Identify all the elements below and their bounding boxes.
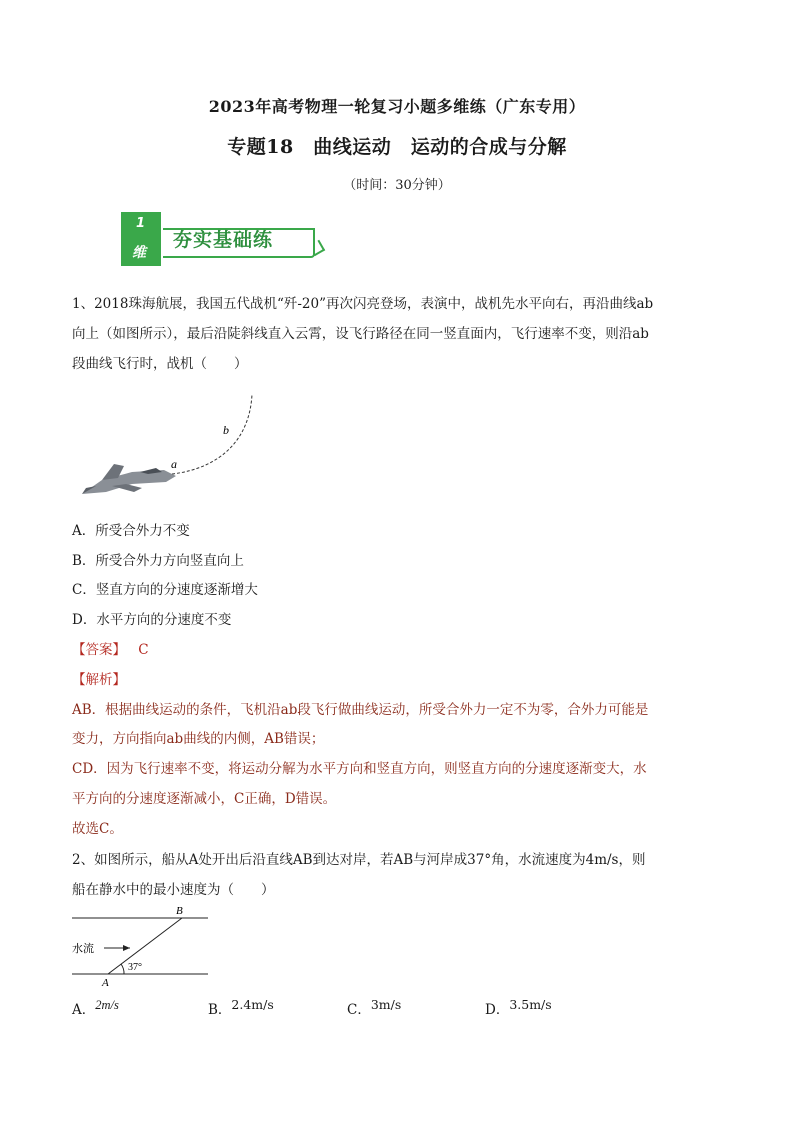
q1-option-c: C．竖直方向的分速度逐渐增大 [72,582,258,598]
flight-path-curve [172,394,252,474]
topic-title: 专题18 曲线运动 运动的合成与分解 [227,136,567,158]
option-value: 2.4m/s [231,997,274,1012]
q2-line-2: 船在静水中的最小速度为（ ） [72,882,275,898]
option-letter: B． [208,1002,232,1018]
q2-line-1: 2、如图所示，船从A处开出后沿直线AB到达对岸，若AB与河岸成37°角，水流速度为4m/s，则 [72,852,646,868]
option-letter: C． [347,1002,371,1018]
badge-number-block [121,212,161,266]
q1-option-b: B．所受合外力方向竖直向上 [72,553,244,569]
option-value: 3.5m/s [509,997,552,1012]
option-value: 3m/s [370,997,402,1012]
analysis-line-1: AB．根据曲线运动的条件，飞机沿ab段飞行做曲线运动，所受合外力一定不为零，合外力可能是 [72,702,649,718]
point-a-label: a [171,457,177,471]
option-letter: D． [485,1002,510,1018]
badge-number: 1 [136,216,146,231]
q1-line-1: 1、2018珠海航展，我国五代战机“歼-20”再次闪亮登场，表演中，战机先水平向右，再沿曲线ab [72,296,654,312]
path-ab-line [108,918,182,974]
section-badge [121,212,321,270]
point-B-label: B [176,905,183,917]
badge-unit: 维 [132,245,146,261]
q2-option-c [347,998,401,1018]
q2-option-d [485,998,552,1018]
point-b-label: b [223,423,229,437]
document-title: 2023年高考物理一轮复习小题多维练（广东专用） [208,97,586,116]
answer-label: 【答案】 [72,642,126,658]
flow-arrowhead-icon [123,945,130,951]
jet-fighter-icon [82,464,176,494]
time-limit: （时间：30分钟） [343,178,451,193]
q1-line-2: 向上（如图所示），最后沿陡斜线直入云霄，设飞行路径在同一竖直面内，飞行速率不变，则沿ab [72,326,649,342]
q1-line-3: 段曲线飞行时，战机（ ） [72,356,248,372]
q1-jet-diagram [72,388,292,508]
flow-label: 水流 [72,942,94,955]
q1-option-a: A．所受合外力不变 [72,523,190,539]
analysis-label: 【解析】 [72,672,126,688]
q2-river-diagram [72,904,222,994]
answer-value: C [138,642,149,658]
point-A-label: A [102,977,109,989]
analysis-line-2: 变力，方向指向ab曲线的内侧，AB错误； [72,731,325,747]
analysis-line-5: 故选C。 [72,821,123,837]
angle-label: 37° [128,962,142,973]
q1-answer [72,638,149,658]
analysis-line-4: 平方向的分速度逐渐减小，C正确，D错误。 [72,791,337,807]
q2-option-b [208,998,274,1018]
option-value: 2m/s [95,998,119,1012]
q2-option-a [72,998,119,1018]
q1-option-d: D．水平方向的分速度不变 [72,612,232,628]
option-letter: A． [72,1002,96,1018]
angle-arc [121,964,124,974]
badge-label: 夯实基础练 [173,229,274,251]
analysis-line-3: CD．因为飞行速率不变，将运动分解为水平方向和竖直方向，则竖直方向的分速度逐渐变大，水 [72,761,647,777]
